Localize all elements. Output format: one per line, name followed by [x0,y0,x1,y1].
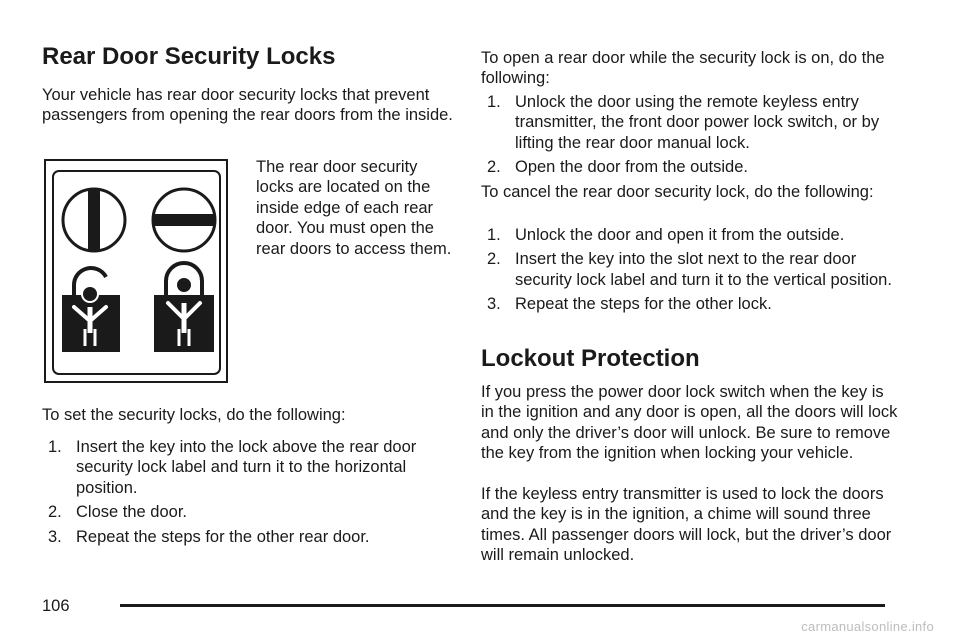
set-locks-steps [42,437,462,551]
open-door-intro: To open a rear door while the security lock is on, do the following: [481,49,885,88]
intro-paragraph: Your vehicle has rear door security locks that prevent passengers from opening the rear doors from the inside. [42,86,453,125]
open-step: 2. Open the door from the outside. [487,158,748,177]
watermark: carmanualsonline.info [801,619,934,634]
set-step: 2. Close the door. [48,503,187,522]
security-lock-label-figure [44,159,228,383]
cancel-lock-intro: To cancel the rear door security lock, do the following: [481,183,874,201]
cancel-step: 1. Unlock the door and open it from the outside. [487,226,845,244]
lockout-paragraph-2: If the keyless entry transmitter is used to lock the doors and the key is in the ignition, a chime will sound three times. All passenger doors will lock, but the driver’s door will remain unlocked. [481,485,892,565]
set-locks-intro: To set the security locks, do the following: [42,406,346,424]
open-door-steps [481,92,901,182]
cancel-step: 2. Insert the key into the slot next to the rear door security lock label and turn it to the vertical position. [487,250,892,289]
footer-rule [120,604,885,607]
cancel-step: 3. Repeat the steps for the other lock. [487,295,772,314]
child-lock-icon [46,161,230,385]
page-number: 106 [42,597,70,615]
open-step: 1. Unlock the door using the remote keyless entry transmitter, the front door power lock switch, or by lifting the rear door manual lock. [487,93,880,152]
set-step: 3. Repeat the steps for the other rear door. [48,527,370,546]
cancel-lock-steps [481,225,901,319]
location-paragraph: The rear door security locks are located on the inside edge of each rear door. You must open the rear doors to access them. [256,158,452,258]
set-step: 1. Insert the key into the lock above the rear door security lock label and turn it to the horizontal position. [48,438,417,497]
lockout-paragraph-1: If you press the power door lock switch when the key is in the ignition and any door is open, all the doors will lock and only the driver’s door will unlock. Be sure to remove the key from the ignition when locking your vehicle. [481,383,898,463]
section-title-lockout-protection: Lockout Protection [481,345,700,372]
section-title-rear-door-security-locks: Rear Door Security Locks [42,43,336,70]
